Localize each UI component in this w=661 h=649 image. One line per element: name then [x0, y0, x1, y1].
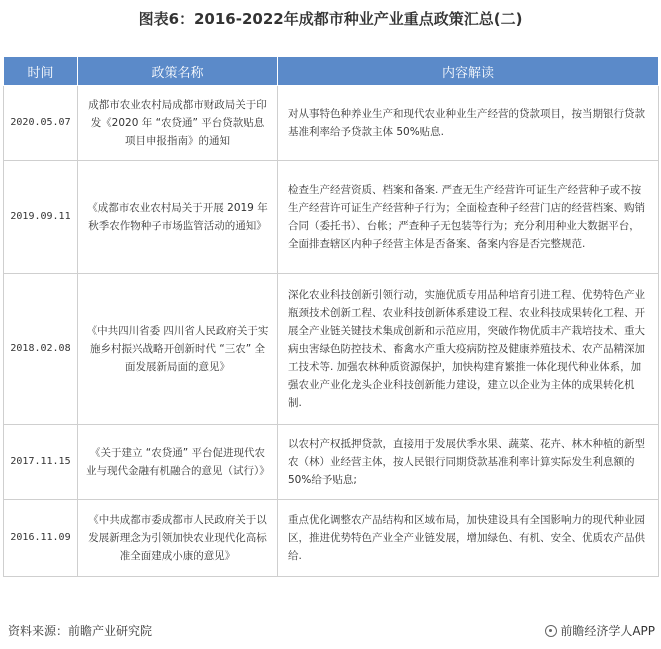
row-content: 以农村产权抵押贷款，直接用于发展伏季水果、蔬菜、花卉、林木种植的新型农（林）业经营主体，按人民银行同期贷款基准利率计算实际发生利息额的 50%给予贴息;: [278, 425, 659, 500]
table-row: [4, 500, 659, 577]
table-header-row: [4, 57, 659, 86]
row-date: 2020.05.07: [4, 86, 78, 161]
row-policy: 成都市农业农村局成都市财政局关于印发《2020 年 “农贷通” 平台贷款贴息项目申报指南》的通知: [78, 86, 278, 161]
brand-logo-icon: [545, 625, 557, 637]
brand-mark: [545, 622, 655, 639]
row-policy: 《成都市农业农村局关于开展 2019 年秋季农作物种子市场监管活动的通知》: [78, 161, 278, 274]
table-row: [4, 274, 659, 425]
source-note: 资料来源：前瞻产业研究院: [8, 624, 153, 638]
row-content: 深化农业科技创新引领行动，实施优质专用品种培育引进工程、优势特色产业瓶颈技术创新工程、农业科技创新体系建设工程、农业科技成果转化工程、开展全产业链关键技术集成创新和示范应用，突破作物优质丰产栽培技术、重大病虫害绿色防控技术、畜禽水产重大疫病防控及健康养殖技术、农产品精深加工技术等. 加强农林种质资源保护，加快构建育繁推一体化现代种业体系，加强农业产业化龙头企业科技创新能力建设，建立以企业为主体的成果转化机制.: [278, 274, 659, 425]
row-policy: 《关于建立 “农贷通” 平台促进现代农业与现代金融有机融合的意见（试行）》: [78, 425, 278, 500]
row-date: 2017.11.15: [4, 425, 78, 500]
row-policy: 《中共四川省委 四川省人民政府关于实施乡村振兴战略开创新时代 “三农” 全面发展新局面的意见》: [78, 274, 278, 425]
row-date: 2018.02.08: [4, 274, 78, 425]
row-date: 2019.09.11: [4, 161, 78, 274]
table-row: [4, 425, 659, 500]
table-row: [4, 161, 659, 274]
header-date: 时间: [4, 57, 78, 86]
table-row: [4, 86, 659, 161]
brand-label: 前瞻经济学人APP: [560, 624, 655, 638]
header-policy: 政策名称: [78, 57, 278, 86]
row-policy: 《中共成都市委成都市人民政府关于以发展新理念为引领加快农业现代化高标准全面建成小康的意见》: [78, 500, 278, 577]
chart-title: 图表6：2016-2022年成都市种业产业重点政策汇总(二): [138, 10, 523, 28]
header-content: 内容解读: [278, 57, 659, 86]
row-content: 重点优化调整农产品结构和区域布局，加快建设具有全国影响力的现代种业园区，推进优势特色产业全产业链发展，增加绿色、有机、安全、优质农产品供给.: [278, 500, 659, 577]
policy-table: [3, 56, 659, 577]
row-content: 检查生产经营资质、档案和备案. 严查无生产经营许可证生产经营种子或不按生产经营许可证生产经营种子行为；全面检查种子经营门店的经营档案、购销合同（委托书）、台帐；严查种子无包装等行为；充分利用种业大数据平台，全面排查辖区内种子经营主体是否备案、备案内容是否完整规范.: [278, 161, 659, 274]
row-content: 对从事特色种养业生产和现代农业种业生产经营的贷款项目，按当期银行贷款基准利率给予贷款主体 50%贴息.: [278, 86, 659, 161]
row-date: 2016.11.09: [4, 500, 78, 577]
